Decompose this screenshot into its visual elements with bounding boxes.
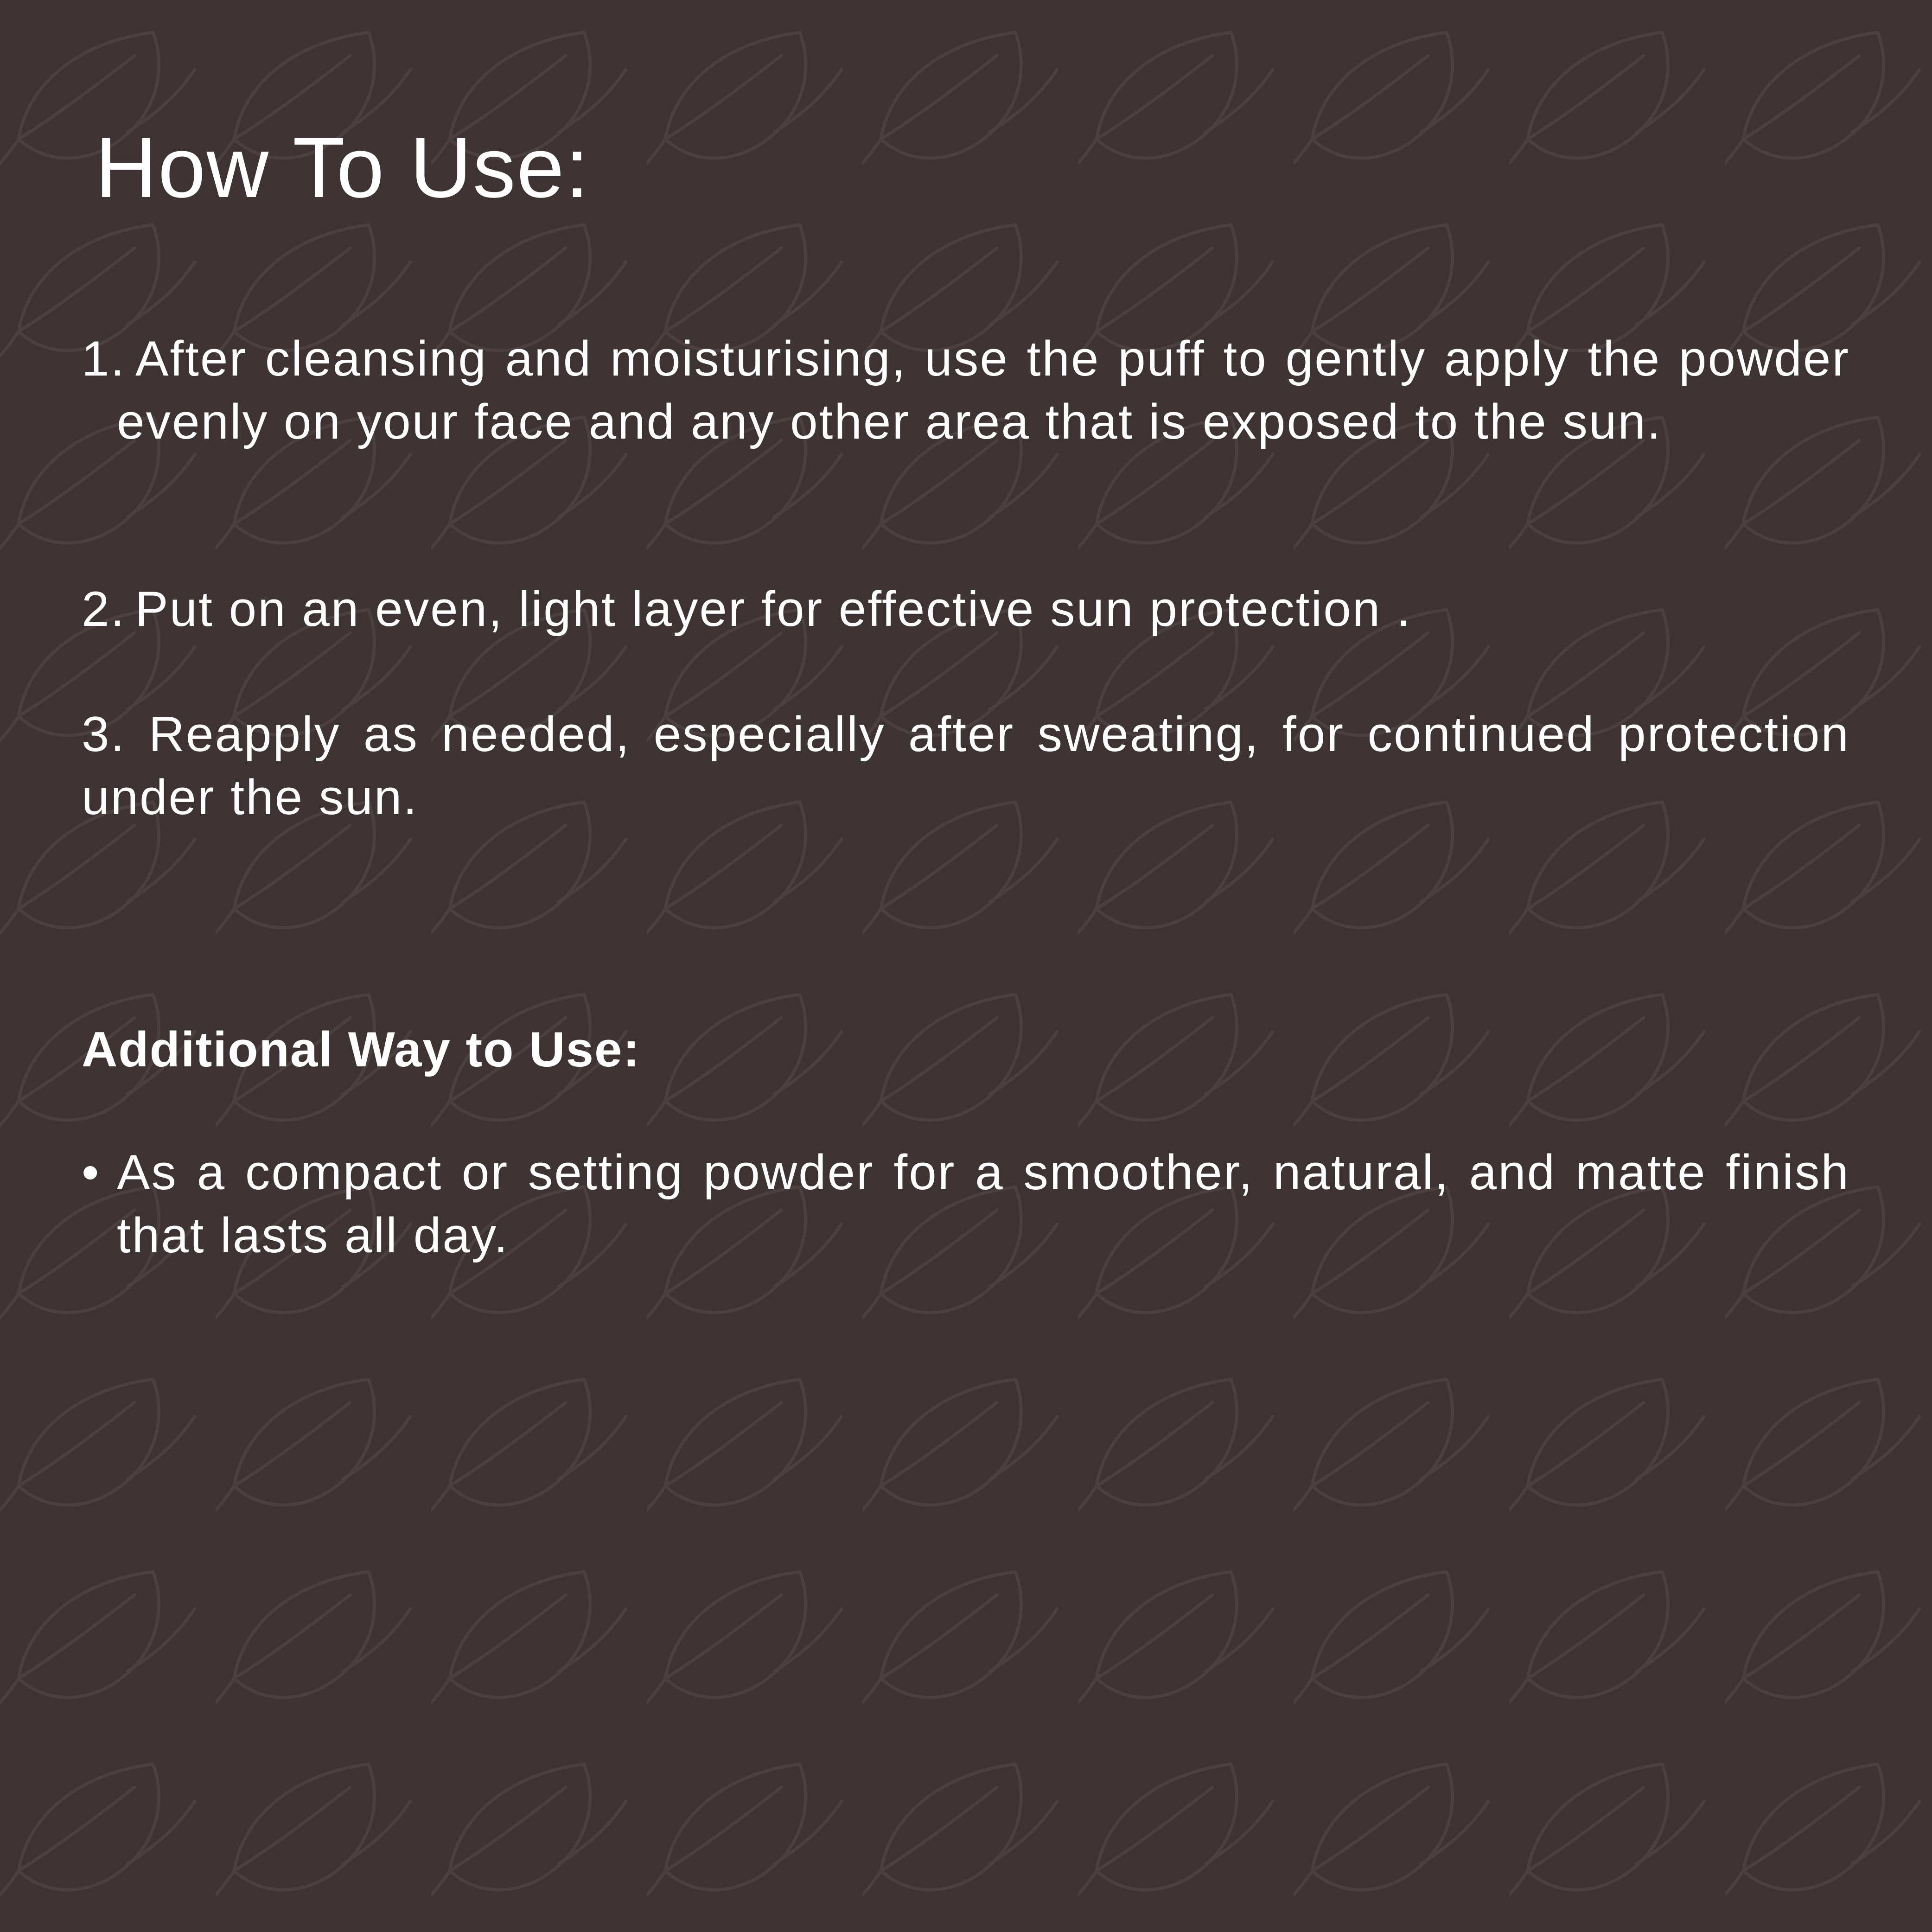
step-3-text: Reapply as needed, especially after sweating, for continued protection under the sun. <box>82 706 1850 825</box>
bullet-item-1 <box>82 1141 1850 1267</box>
step-1-text: After cleansing and moisturising, use the puff to gently apply the powder evenly on your face and any other area that is exposed to the sun. <box>117 331 1850 449</box>
step-2 <box>82 577 1850 640</box>
step-3-number: 3. <box>82 706 126 762</box>
step-3 <box>82 702 1850 829</box>
step-1 <box>82 327 1850 453</box>
page-title: How To Use: <box>95 120 590 216</box>
step-1-number: 1. <box>82 331 126 386</box>
step-2-text: Put on an even, light layer for effective sun protection . <box>135 581 1412 637</box>
bullet-item-text: As a compact or setting powder for a smoother, natural, and matte finish that lasts all day. <box>117 1144 1850 1263</box>
step-3-paragraph <box>82 702 1850 829</box>
bullet-icon: • <box>82 1144 101 1200</box>
step-2-number: 2. <box>82 581 126 637</box>
additional-heading: Additional Way to Use: <box>82 1021 641 1077</box>
